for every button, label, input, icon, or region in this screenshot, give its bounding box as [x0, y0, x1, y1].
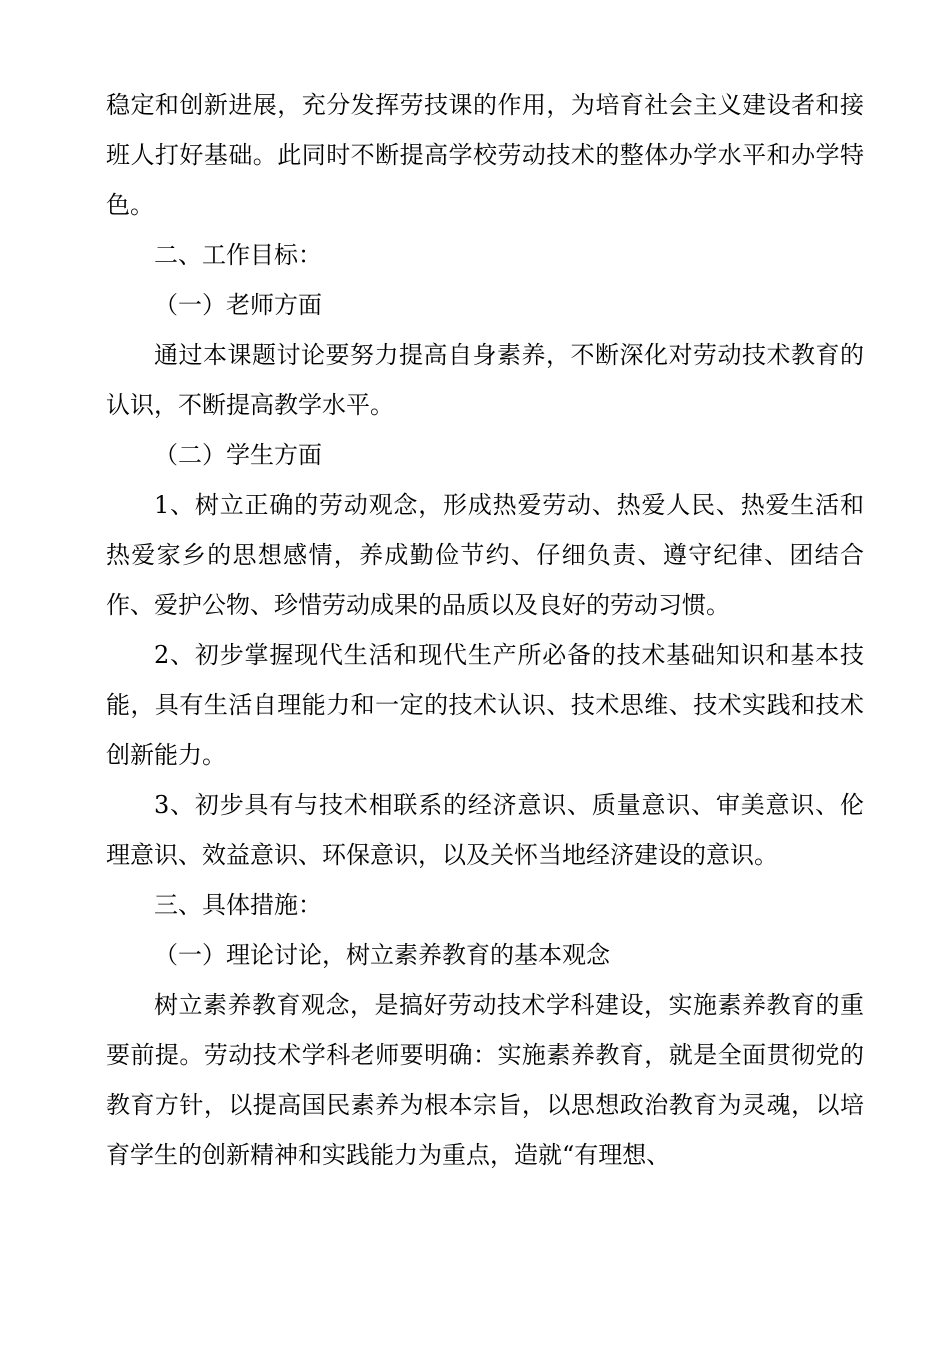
- subheading-students: （二）学生方面: [154, 441, 322, 469]
- subheading-teachers: （一）老师方面: [154, 291, 322, 319]
- paragraph-goal-2: 2、初步掌握现代生活和现代生产所必备的技术基础知识和基本技能，具有生活自理能力和一定的技术认识、技术思维、技术实践和技术创新能力。: [106, 641, 864, 769]
- heading-measures: 三、具体措施：: [154, 891, 322, 919]
- paragraph-theory: 树立素养教育观念，是搞好劳动技术学科建设，实施素养教育的重要前提。劳动技术学科老师要明确：实施素养教育，就是全面贯彻党的教育方针，以提高国民素养为根本宗旨，以思想政治教育为灵魂，以培育学生的创新精神和实践能力为重点，造就“有理想、: [106, 991, 864, 1169]
- paragraph-continuation: 稳定和创新进展，充分发挥劳技课的作用，为培育社会主义建设者和接班人打好基础。此同时不断提高学校劳动技术的整体办学水平和办学特色。: [106, 91, 864, 219]
- paragraph-goal-1: 1、树立正确的劳动观念，形成热爱劳动、热爱人民、热爱生活和热爱家乡的思想感情，养成勤俭节约、仔细负责、遵守纪律、团结合作、爱护公物、珍惜劳动成果的品质以及良好的劳动习惯。: [106, 491, 864, 619]
- paragraph-teachers: 通过本课题讨论要努力提高自身素养，不断深化对劳动技术教育的认识，不断提高教学水平。: [106, 341, 864, 419]
- document-body: [106, 80, 864, 1180]
- paragraph-goal-3: 3、初步具有与技术相联系的经济意识、质量意识、审美意识、伦理意识、效益意识、环保意识，以及关怀当地经济建设的意识。: [106, 791, 864, 869]
- subheading-theory: （一）理论讨论，树立素养教育的基本观念: [154, 941, 610, 969]
- heading-work-goals: 二、工作目标：: [154, 241, 322, 269]
